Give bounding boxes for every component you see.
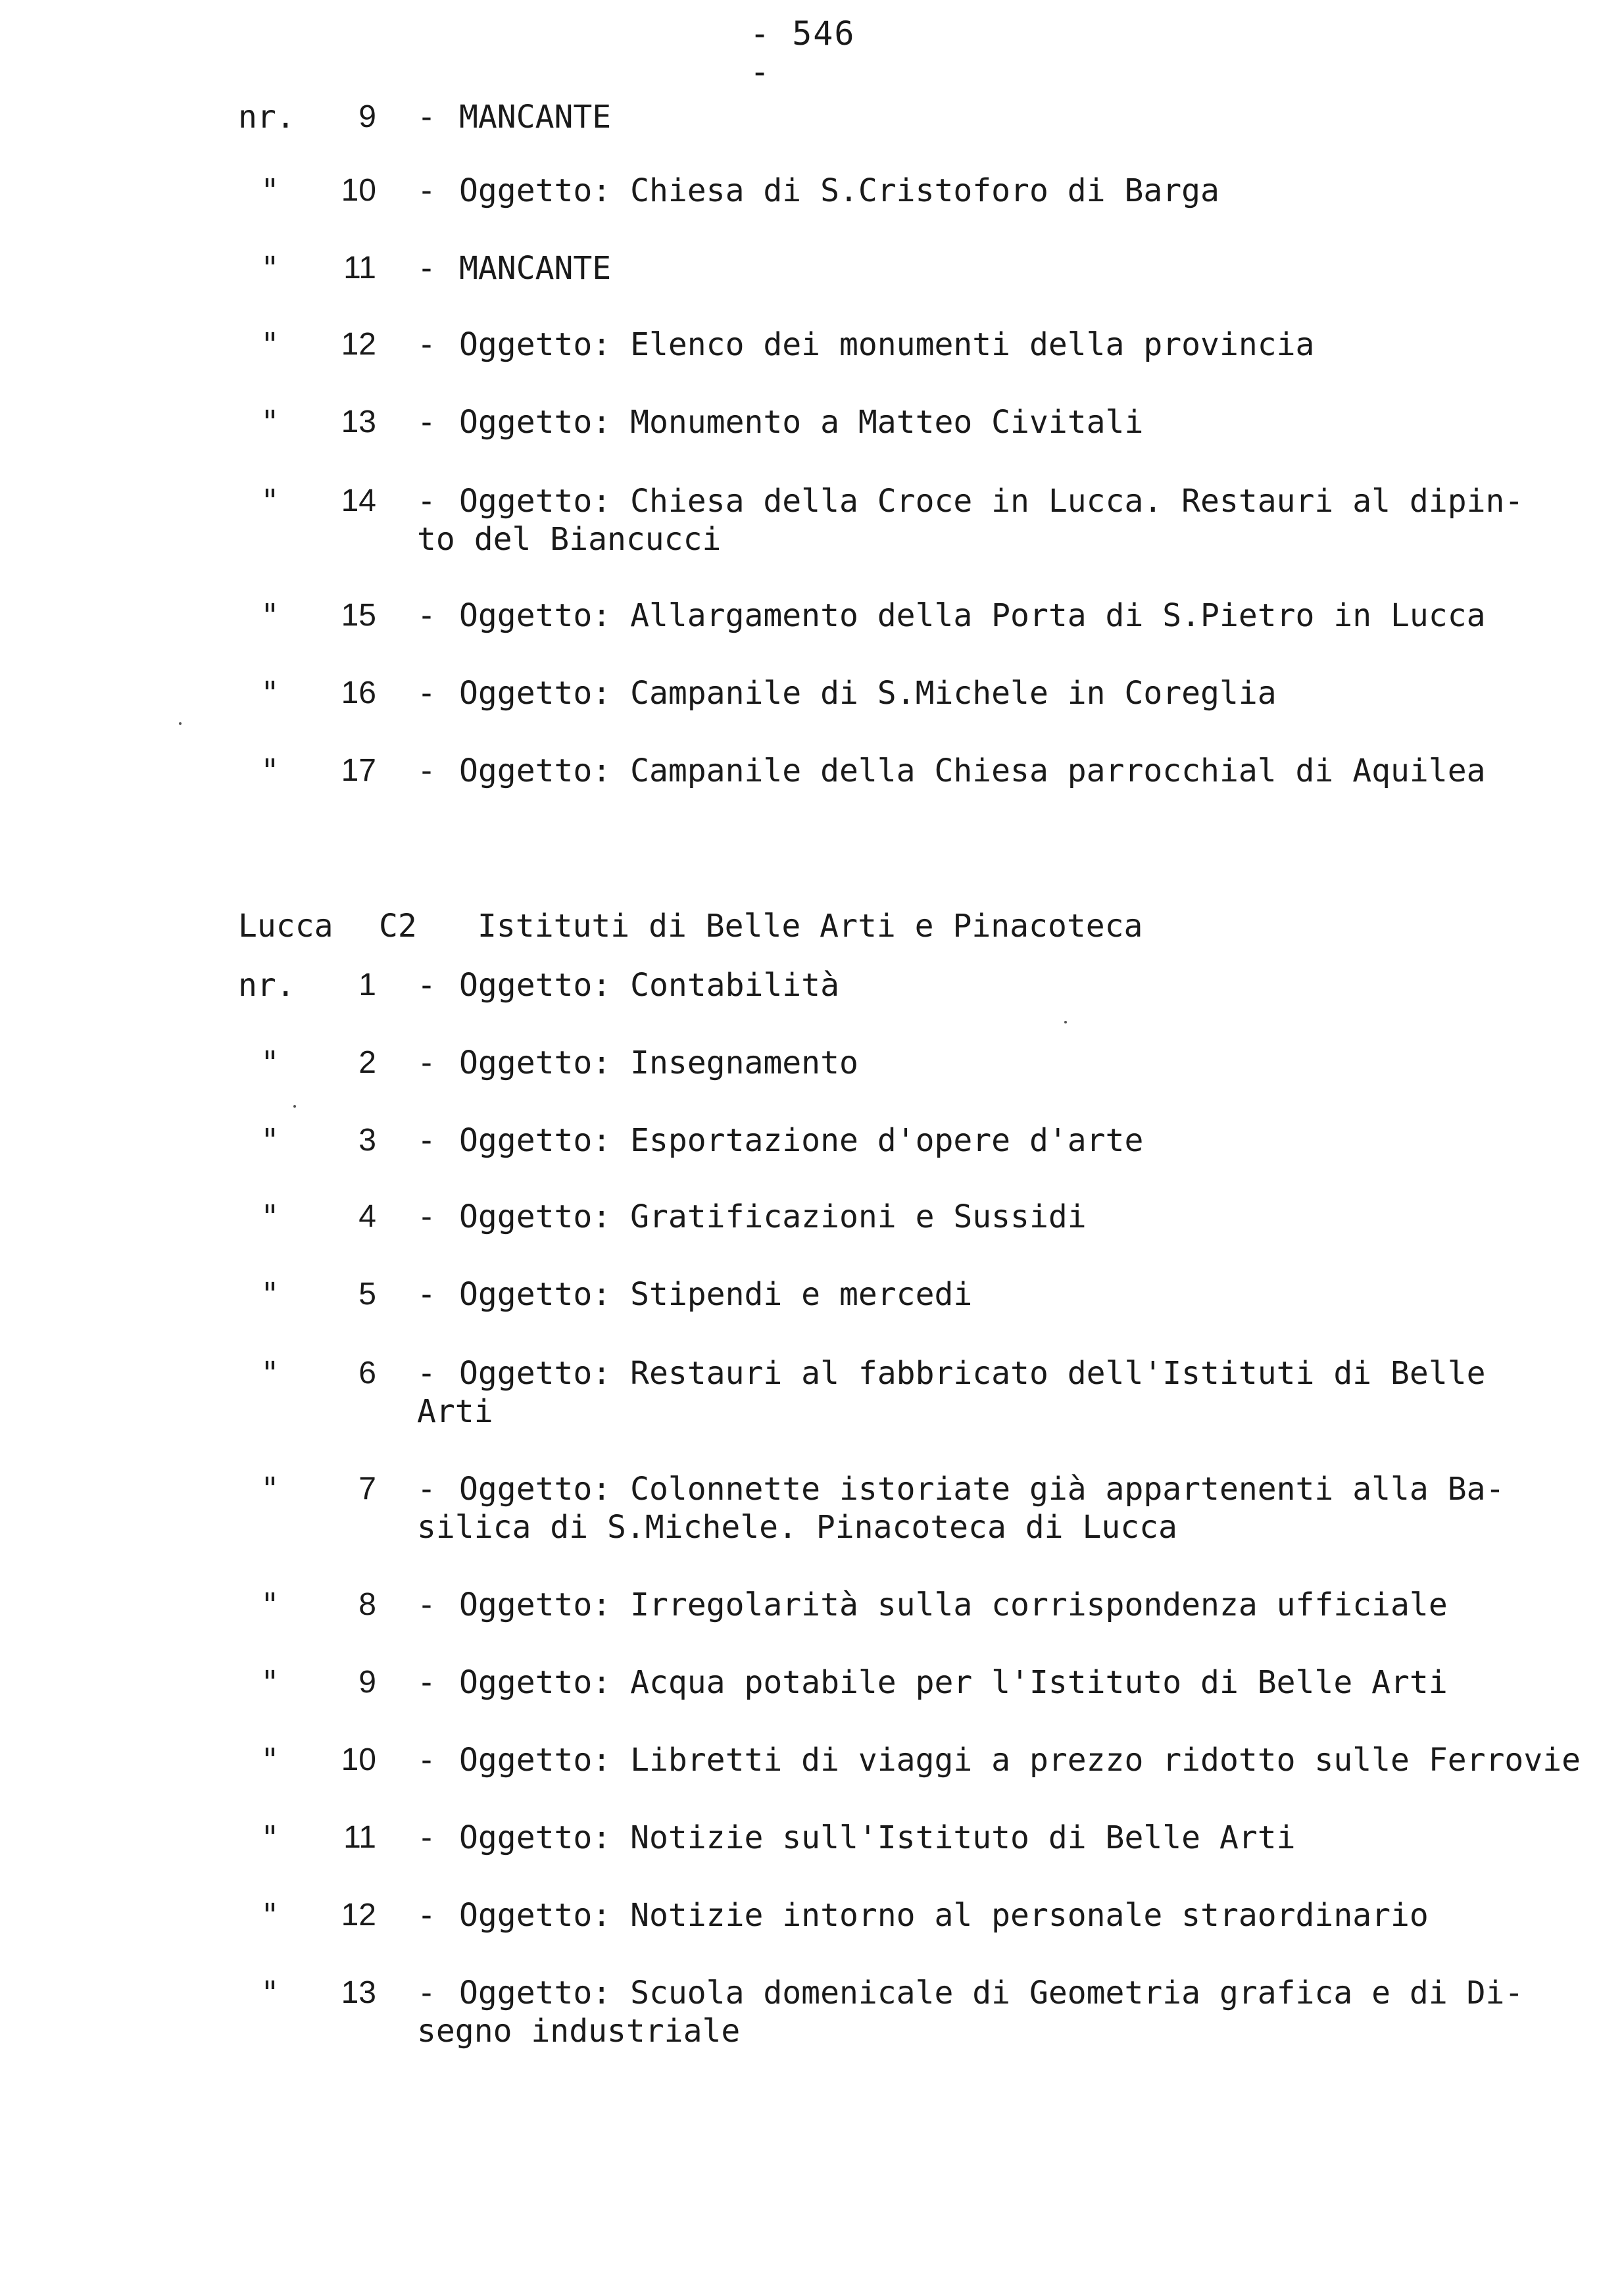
- list-item: [0, 675, 1624, 721]
- section-code: C2: [379, 908, 417, 945]
- page-number: - 546 -: [750, 14, 856, 91]
- list-item: [0, 1122, 1624, 1168]
- entry-prefix: ": [260, 172, 280, 209]
- entry-number: 7: [358, 1471, 376, 1506]
- list-item: [0, 1897, 1624, 1943]
- entry-dash: -: [417, 483, 436, 520]
- entry-dash: -: [417, 967, 436, 1004]
- entry-text: MANCANTE: [459, 250, 612, 287]
- entry-number: 8: [358, 1587, 376, 1622]
- entry-number: 12: [341, 1898, 376, 1932]
- entry-number: 2: [358, 1045, 376, 1080]
- entry-prefix: ": [260, 483, 280, 520]
- entry-dash: -: [417, 1587, 436, 1623]
- entry-prefix: ": [260, 1819, 280, 1856]
- entry-number: 10: [341, 173, 376, 208]
- list-item-continuation: [0, 1393, 1624, 1439]
- entry-prefix: ": [260, 1664, 280, 1701]
- list-item-continuation: [0, 2013, 1624, 2059]
- list-item: [0, 172, 1624, 218]
- list-item-continuation: [0, 521, 1624, 567]
- entry-dash: -: [417, 597, 436, 634]
- entry-text: Oggetto: Monumento a Matteo Civitali: [459, 404, 1144, 441]
- entry-dash: -: [417, 675, 436, 712]
- entry-number: 17: [341, 753, 376, 788]
- entry-dash: -: [417, 1975, 436, 2011]
- entry-prefix: ": [260, 1742, 280, 1779]
- entry-number: 9: [358, 99, 376, 134]
- entry-dash: -: [417, 250, 436, 287]
- entry-text: Oggetto: Acqua potabile per l'Istituto di Belle Arti: [459, 1664, 1448, 1701]
- list-item: [0, 752, 1624, 799]
- entry-text: Oggetto: Notizie intorno al personale straordinario: [459, 1897, 1429, 1934]
- entry-prefix: ": [260, 597, 280, 634]
- entry-prefix: ": [260, 752, 280, 789]
- section-place: Lucca: [238, 908, 333, 945]
- list-item: [0, 1742, 1624, 1788]
- scan-speck: [1064, 1021, 1067, 1023]
- list-item: [0, 1587, 1624, 1633]
- entry-dash: -: [417, 1819, 436, 1856]
- list-item: [0, 250, 1624, 296]
- section-title: Istituti di Belle Arti e Pinacoteca: [478, 908, 1143, 945]
- list-item: [0, 967, 1624, 1013]
- list-item: [0, 1819, 1624, 1865]
- entry-number: 13: [341, 1975, 376, 2010]
- entry-number: 15: [341, 598, 376, 633]
- entry-prefix: ": [260, 326, 280, 363]
- scan-speck: [293, 1105, 296, 1108]
- entry-prefix: nr.: [238, 967, 295, 1004]
- list-item: [0, 1045, 1624, 1091]
- entry-prefix: ": [260, 1471, 280, 1508]
- entry-dash: -: [417, 1355, 436, 1392]
- entry-prefix: ": [260, 1975, 280, 2011]
- list-item: [0, 1276, 1624, 1322]
- entry-number: 12: [341, 327, 376, 362]
- entry-prefix: ": [260, 1276, 280, 1313]
- entry-dash: -: [417, 752, 436, 789]
- entry-text: Oggetto: Campanile di S.Michele in Coreglia: [459, 675, 1277, 712]
- entry-text: Oggetto: Chiesa della Croce in Lucca. Restauri al dipin-: [459, 483, 1524, 520]
- entry-text: Oggetto: Esportazione d'opere d'arte: [459, 1122, 1144, 1159]
- entry-prefix: ": [260, 1122, 280, 1159]
- entry-dash: -: [417, 172, 436, 209]
- entry-number: 1: [358, 968, 376, 1002]
- entry-text: Oggetto: Colonnette istoriate già appartenenti alla Ba-: [459, 1471, 1505, 1508]
- entry-dash: -: [417, 1471, 436, 1508]
- entry-prefix: ": [260, 1198, 280, 1235]
- entry-number: 10: [341, 1742, 376, 1777]
- entry-dash: -: [417, 1897, 436, 1934]
- entry-prefix: nr.: [238, 99, 295, 135]
- entry-text: Oggetto: Elenco dei monumenti della provincia: [459, 326, 1315, 363]
- entry-text: Oggetto: Notizie sull'Istituto di Belle Arti: [459, 1819, 1296, 1856]
- scan-speck: [179, 722, 182, 725]
- entry-text-continuation: to del Biancucci: [417, 521, 722, 558]
- entry-number: 4: [358, 1199, 376, 1234]
- entry-text: Oggetto: Irregolarità sulla corrispondenza ufficiale: [459, 1587, 1448, 1623]
- entry-dash: -: [417, 404, 436, 441]
- entry-number: 16: [341, 676, 376, 710]
- entry-dash: -: [417, 1742, 436, 1779]
- entry-text: Oggetto: Libretti di viaggi a prezzo ridotto sulle Ferrovie: [459, 1742, 1581, 1779]
- entry-text: Oggetto: Campanile della Chiesa parrocchial di Aquilea: [459, 752, 1486, 789]
- entry-text: MANCANTE: [459, 99, 612, 135]
- entry-text: Oggetto: Scuola domenicale di Geometria grafica e di Di-: [459, 1975, 1524, 2011]
- list-item: [0, 326, 1624, 372]
- entry-number: 9: [358, 1665, 376, 1700]
- entry-dash: -: [417, 1045, 436, 1081]
- entry-prefix: ": [260, 1045, 280, 1081]
- list-item: [0, 597, 1624, 643]
- entry-dash: -: [417, 1276, 436, 1313]
- list-item: [0, 99, 1624, 145]
- entry-number: 13: [341, 405, 376, 439]
- entry-prefix: ": [260, 675, 280, 712]
- entry-number: 5: [358, 1277, 376, 1312]
- entry-text: Oggetto: Contabilità: [459, 967, 839, 1004]
- entry-text-continuation: segno industriale: [417, 2013, 741, 2050]
- entry-dash: -: [417, 1198, 436, 1235]
- entry-text: Oggetto: Insegnamento: [459, 1045, 858, 1081]
- entry-dash: -: [417, 1122, 436, 1159]
- entry-number: 3: [358, 1123, 376, 1158]
- entry-dash: -: [417, 326, 436, 363]
- list-item: [0, 404, 1624, 450]
- list-item-continuation: [0, 1509, 1624, 1555]
- entry-number: 11: [343, 1820, 376, 1855]
- entry-dash: -: [417, 99, 436, 135]
- entry-number: 14: [341, 483, 376, 518]
- entry-number: 6: [358, 1356, 376, 1391]
- entry-prefix: ": [260, 250, 280, 287]
- entry-text: Oggetto: Allargamento della Porta di S.Pietro in Lucca: [459, 597, 1486, 634]
- list-item: [0, 1198, 1624, 1244]
- entry-prefix: ": [260, 1587, 280, 1623]
- section-header: [0, 908, 1624, 954]
- entry-prefix: ": [260, 404, 280, 441]
- entry-dash: -: [417, 1664, 436, 1701]
- entry-text-continuation: silica di S.Michele. Pinacoteca di Lucca: [417, 1509, 1177, 1546]
- entry-text-continuation: Arti: [417, 1393, 493, 1430]
- entry-text: Oggetto: Gratificazioni e Sussidi: [459, 1198, 1087, 1235]
- entry-number: 11: [343, 251, 376, 285]
- list-item: [0, 1664, 1624, 1710]
- entry-text: Oggetto: Stipendi e mercedi: [459, 1276, 973, 1313]
- entry-text: Oggetto: Chiesa di S.Cristoforo di Barga: [459, 172, 1219, 209]
- entry-prefix: ": [260, 1355, 280, 1392]
- entry-prefix: ": [260, 1897, 280, 1934]
- entry-text: Oggetto: Restauri al fabbricato dell'Istituti di Belle: [459, 1355, 1486, 1392]
